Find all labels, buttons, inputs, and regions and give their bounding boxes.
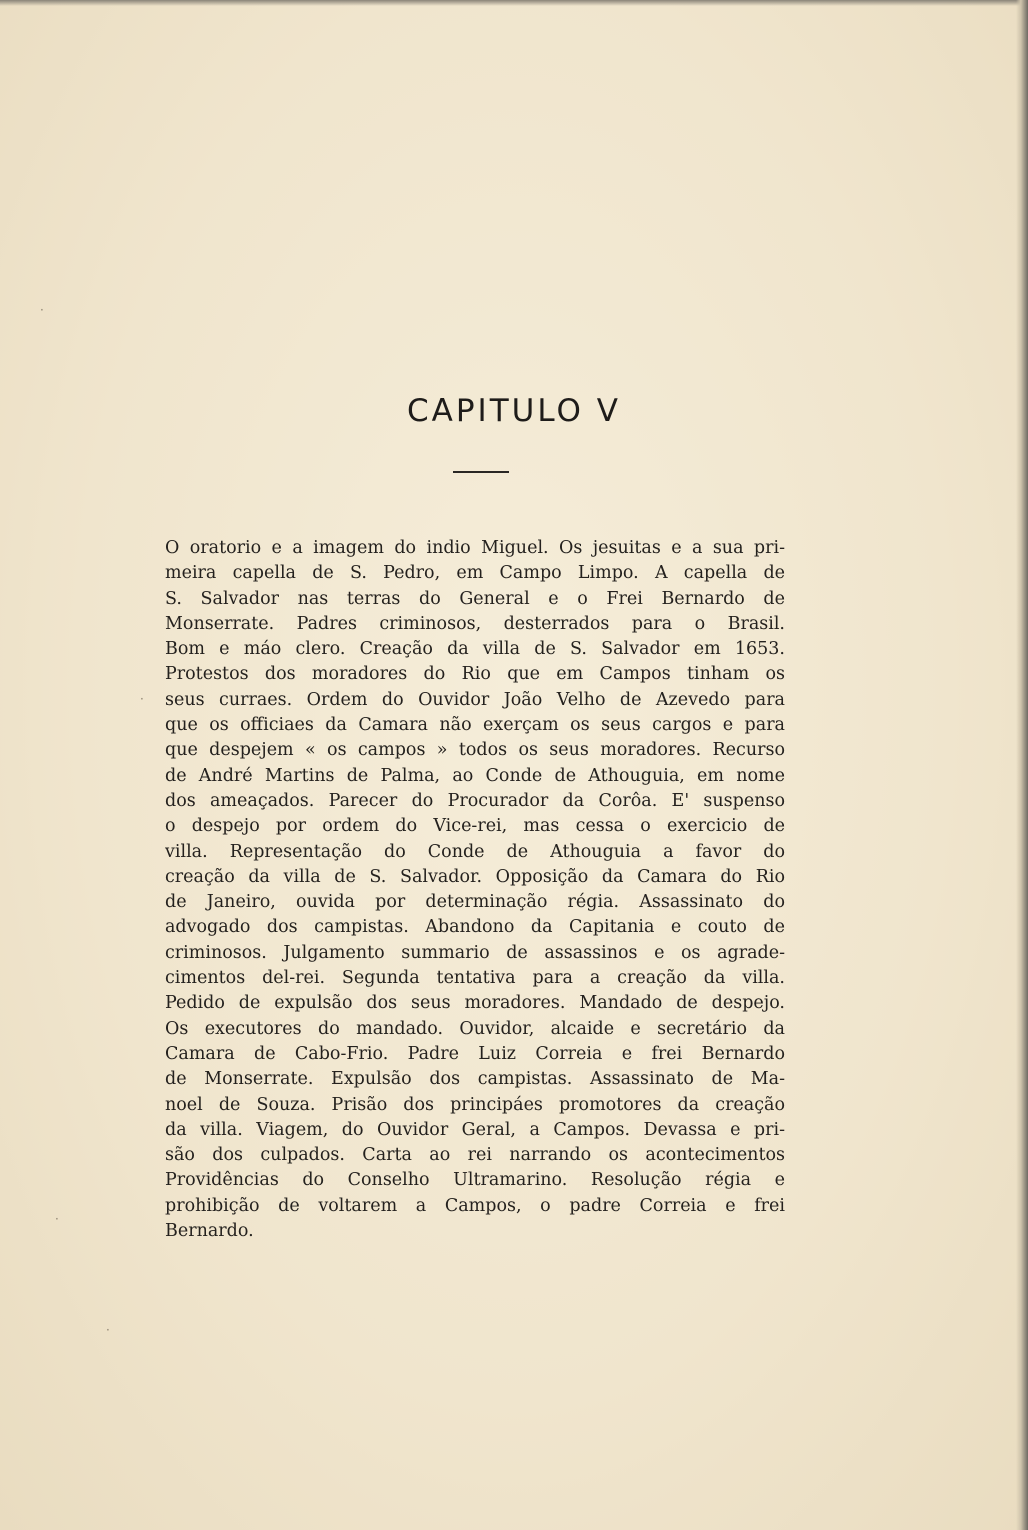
summary-line: S. Salvador nas terras do General e o Frei Bernardo de: [165, 588, 785, 609]
summary-line: creação da villa de S. Salvador. Opposição da Camara do Rio: [165, 866, 785, 887]
page-top-edge: [0, 0, 1028, 6]
summary-line: cimentos del-rei. Segunda tentativa para a creação da villa.: [165, 968, 785, 989]
summary-line: criminosos. Julgamento summario de assassinos e os agrade-: [165, 942, 785, 963]
summary-line: o despejo por ordem do Vice-rei, mas cessa o exercicio de: [165, 816, 785, 837]
summary-line: que despejem « os campos » todos os seus moradores. Recurso: [165, 740, 785, 761]
summary-line: seus curraes. Ordem do Ouvidor João Velho de Azevedo para: [165, 689, 785, 710]
summary-line: noel de Souza. Prisão dos principáes promotores da creação: [165, 1094, 785, 1115]
summary-line: Pedido de expulsão dos seus moradores. Mandado de despejo.: [165, 993, 785, 1014]
summary-line: Os executores do mandado. Ouvidor, alcaide e secretário da: [165, 1018, 785, 1039]
summary-line: villa. Representação do Conde de Athouguia a favor do: [165, 841, 785, 862]
summary-line: de Janeiro, ouvida por determinação régia. Assassinato do: [165, 892, 785, 913]
summary-line: de Monserrate. Expulsão dos campistas. Assassinato de Ma-: [165, 1069, 785, 1090]
page-right-edge: [1016, 0, 1028, 1530]
margin-mark: ·: [40, 303, 44, 317]
chapter-title: CAPITULO V: [407, 392, 621, 429]
summary-line: advogado dos campistas. Abandono da Capitania e couto de: [165, 917, 785, 938]
summary-line: Bom e máo clero. Creação da villa de S. Salvador em 1653.: [165, 639, 785, 660]
title-rule: [453, 471, 509, 473]
summary-line: O oratorio e a imagem do indio Miguel. Os jesuitas e a sua pri-: [165, 538, 785, 558]
summary-line: prohibição de voltarem a Campos, o padre Correia e frei: [165, 1195, 785, 1216]
summary-line: Protestos dos moradores do Rio que em Campos tinham os: [165, 664, 785, 685]
margin-mark: ·: [140, 692, 144, 706]
summary-line: Monserrate. Padres criminosos, desterrados para o Brasil.: [165, 613, 785, 634]
margin-mark: ·: [106, 1323, 110, 1337]
summary-line: Providências do Conselho Ultramarino. Resolução régia e: [165, 1170, 785, 1191]
chapter-summary: [165, 536, 785, 1244]
summary-line: são dos culpados. Carta ao rei narrando os acontecimentos: [165, 1145, 785, 1166]
summary-line: de André Martins de Palma, ao Conde de Athouguia, em nome: [165, 765, 785, 786]
summary-line: Camara de Cabo-Frio. Padre Luiz Correia e frei Bernardo: [165, 1043, 785, 1064]
summary-line: meira capella de S. Pedro, em Campo Limpo. A capella de: [165, 563, 785, 584]
summary-line: que os officiaes da Camara não exerçam os seus cargos e para: [165, 715, 785, 736]
margin-mark: ·: [55, 1212, 59, 1226]
summary-line: dos ameaçados. Parecer do Procurador da Corôa. E' suspenso: [165, 790, 785, 811]
summary-line: da villa. Viagem, do Ouvidor Geral, a Campos. Devassa e pri-: [165, 1119, 785, 1140]
summary-line: Bernardo.: [165, 1221, 254, 1242]
